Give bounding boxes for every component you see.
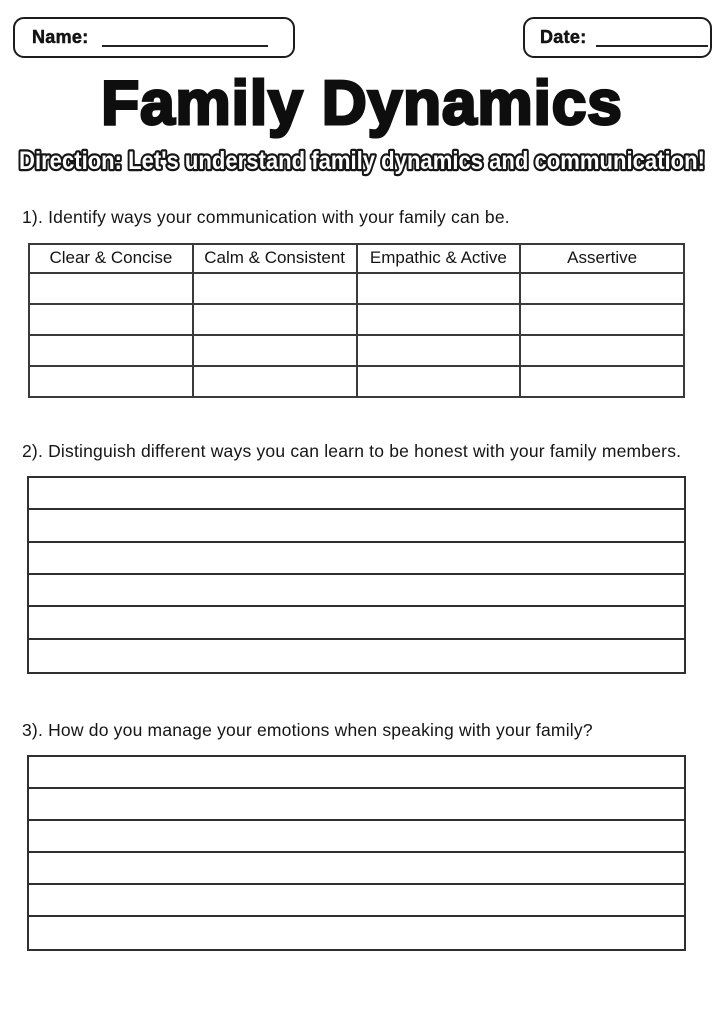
subtitle-text: Direction: Let's understand family dynamics and communication!: [19, 146, 705, 175]
table-row: [29, 304, 684, 335]
date-label: Date:: [540, 27, 587, 47]
answer-cell[interactable]: [193, 366, 357, 397]
answer-line[interactable]: [29, 917, 684, 949]
answer-line[interactable]: [29, 510, 684, 542]
answer-cell[interactable]: [520, 335, 684, 366]
table-header-assertive: Assertive: [520, 244, 684, 273]
table-row: [29, 366, 684, 397]
question-2-label: 2). Distinguish different ways you can learn to be honest with your family members.: [22, 440, 682, 461]
table-header-calm-consistent: Calm & Consistent: [193, 244, 357, 273]
answer-cell[interactable]: [29, 335, 193, 366]
answer-cell[interactable]: [29, 366, 193, 397]
header: [0, 0, 724, 58]
answer-cell[interactable]: [193, 273, 357, 304]
answer-line[interactable]: [29, 575, 684, 607]
table-header-clear-concise: Clear & Concise: [29, 244, 193, 273]
table-row: [29, 335, 684, 366]
answer-cell[interactable]: [357, 273, 521, 304]
table-header-empathic-active: Empathic & Active: [357, 244, 521, 273]
date-field-box: [523, 17, 712, 58]
answer-cell[interactable]: [193, 335, 357, 366]
answer-line[interactable]: [29, 543, 684, 575]
answer-line[interactable]: [29, 821, 684, 853]
page-title: Family Dynamics: [101, 69, 623, 138]
subtitle: [0, 140, 724, 180]
question-3-label: 3). How do you manage your emotions when speaking with your family?: [22, 720, 593, 741]
answer-cell[interactable]: [357, 304, 521, 335]
name-input-line[interactable]: [102, 44, 268, 47]
table-header-row: [29, 244, 684, 273]
answer-line[interactable]: [29, 640, 684, 672]
answer-line[interactable]: [29, 757, 684, 789]
name-field-box: [13, 17, 295, 58]
answer-cell[interactable]: [29, 304, 193, 335]
answer-line[interactable]: [29, 789, 684, 821]
answer-cell[interactable]: [357, 366, 521, 397]
communication-table: [28, 243, 685, 398]
answer-cell[interactable]: [29, 273, 193, 304]
name-label: Name:: [32, 27, 89, 47]
answer-cell[interactable]: [520, 273, 684, 304]
question-3-answer-box: [27, 755, 686, 951]
answer-line[interactable]: [29, 607, 684, 639]
answer-cell[interactable]: [357, 335, 521, 366]
question-1-label: 1). Identify ways your communication with your family can be.: [22, 206, 510, 227]
answer-line[interactable]: [29, 853, 684, 885]
date-input-line[interactable]: [596, 44, 708, 47]
answer-line[interactable]: [29, 885, 684, 917]
answer-cell[interactable]: [520, 366, 684, 397]
answer-cell[interactable]: [193, 304, 357, 335]
answer-cell[interactable]: [520, 304, 684, 335]
table-body: [29, 273, 684, 397]
question-2-answer-box: [27, 476, 686, 674]
answer-line[interactable]: [29, 478, 684, 510]
table-row: [29, 273, 684, 304]
